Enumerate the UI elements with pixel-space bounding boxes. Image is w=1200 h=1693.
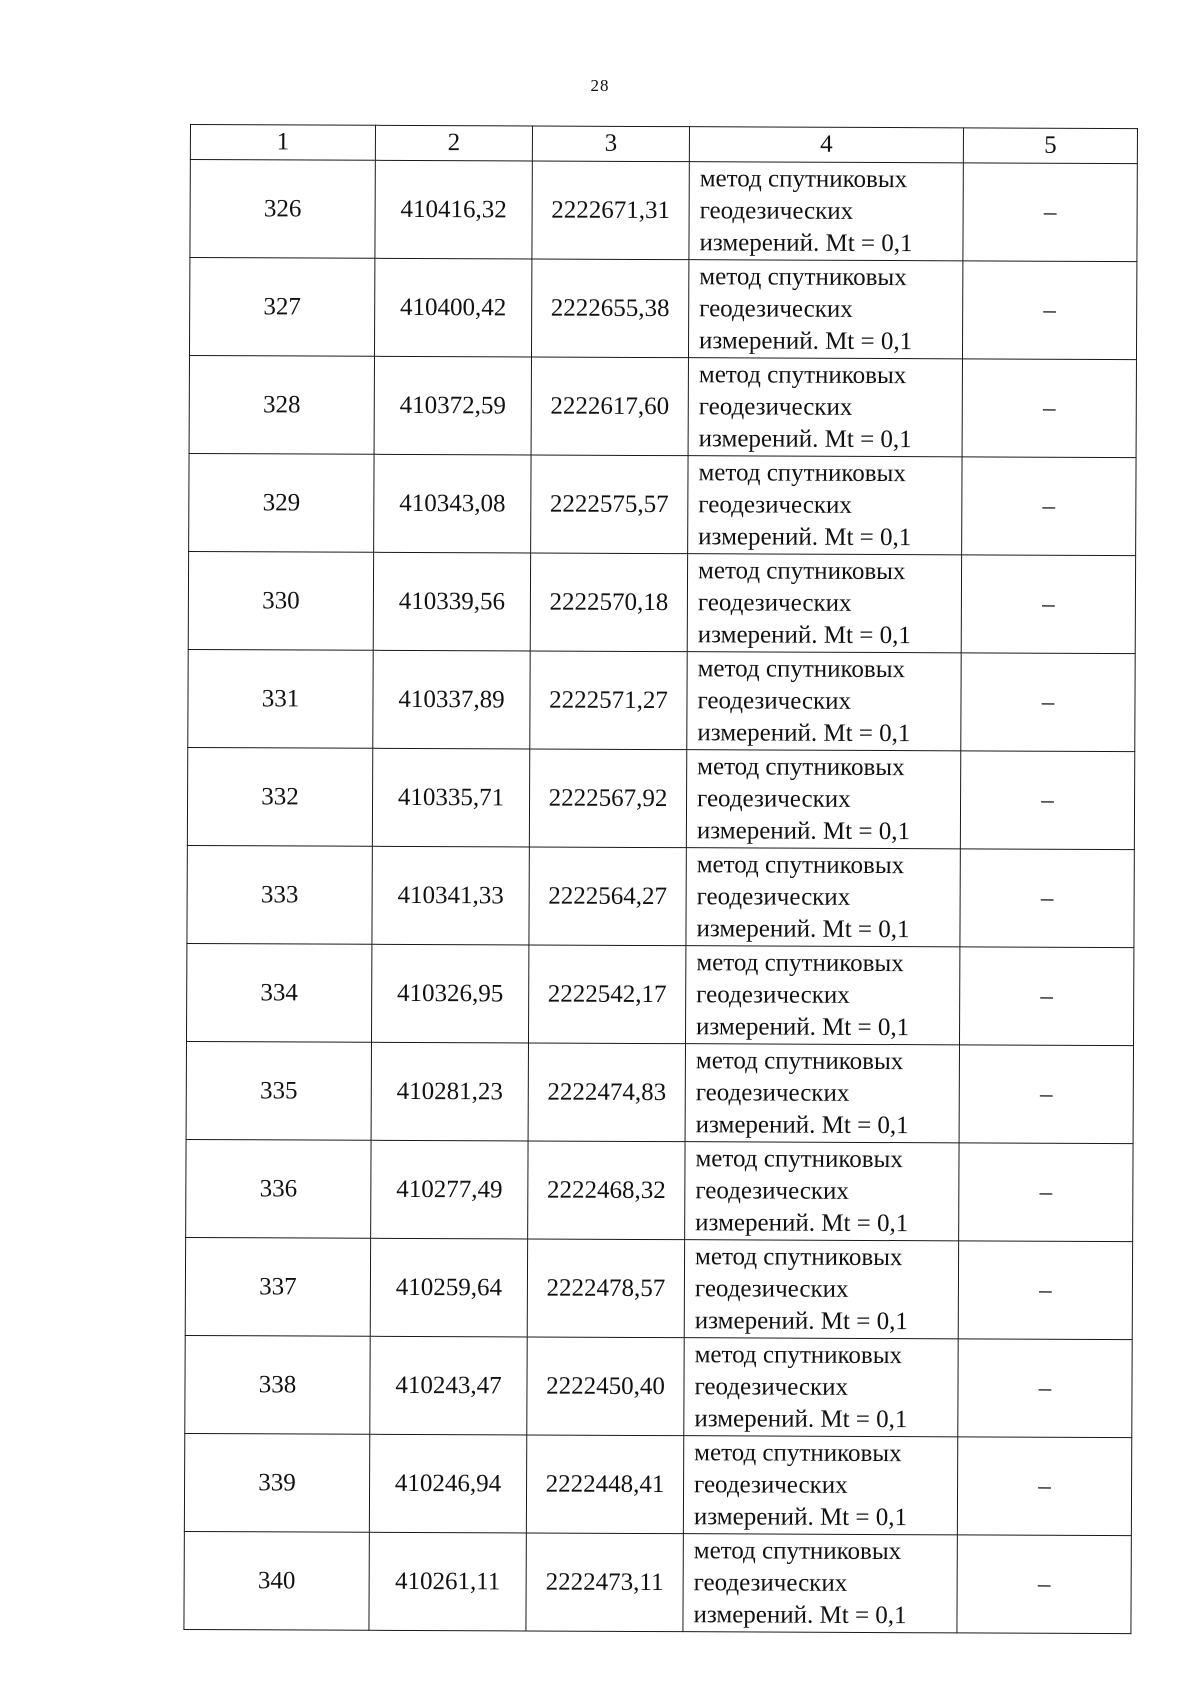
note-cell: –: [963, 163, 1137, 262]
column-header-2: 2: [375, 125, 532, 161]
page-number: 28: [590, 76, 610, 95]
column-header-1: 1: [190, 125, 375, 161]
note-cell: –: [958, 1339, 1132, 1438]
y-coordinate-cell: 2222542,17: [528, 945, 685, 1044]
note-cell: –: [959, 1143, 1133, 1242]
method-cell: [686, 750, 960, 849]
x-coordinate-cell: 410339,56: [373, 552, 530, 651]
y-coordinate-cell: 2222564,27: [529, 847, 686, 946]
table-row: [189, 355, 1136, 457]
method-line: геодезических: [695, 1176, 850, 1205]
table-row: [185, 1237, 1132, 1339]
header-row: [190, 125, 1137, 164]
note-cell: –: [960, 849, 1134, 948]
method-line: геодезических: [694, 1372, 849, 1401]
method-line: геодезических: [698, 490, 852, 519]
point-number-cell: 329: [189, 453, 374, 552]
x-coordinate-cell: 410337,89: [373, 650, 530, 749]
column-header-3: 3: [532, 126, 689, 162]
method-line: метод спутниковых: [694, 1340, 903, 1369]
x-coordinate-cell: 410372,59: [374, 356, 531, 455]
x-coordinate-cell: 410326,95: [371, 944, 528, 1043]
table-row: [189, 453, 1136, 555]
method-line: метод спутниковых: [694, 1438, 902, 1467]
method-line: метод спутниковых: [697, 752, 905, 781]
method-cell: [686, 848, 960, 947]
point-number-cell: 334: [186, 943, 371, 1042]
method-line: измерений. Mt = 0,1: [696, 914, 910, 943]
note-cell: –: [959, 1045, 1133, 1144]
coordinates-table-container: [183, 124, 1137, 1634]
method-line: геодезических: [697, 686, 852, 715]
method-line: измерений. Mt = 0,1: [697, 718, 911, 747]
method-line: измерений. Mt = 0,1: [693, 1502, 908, 1531]
y-coordinate-cell: 2222473,11: [526, 1533, 683, 1632]
method-line: геодезических: [696, 882, 851, 911]
x-coordinate-cell: 410246,94: [369, 1434, 526, 1533]
method-cell: [685, 946, 959, 1045]
method-line: измерений. Mt = 0,1: [694, 1306, 908, 1335]
y-coordinate-cell: 2222450,40: [527, 1337, 684, 1436]
column-header-5: 5: [963, 128, 1137, 164]
point-number-cell: 332: [187, 747, 372, 846]
method-line: метод спутниковых: [697, 654, 906, 683]
y-coordinate-cell: 2222468,32: [528, 1141, 685, 1240]
method-line: измерений. Mt = 0,1: [699, 228, 913, 257]
x-coordinate-cell: 410400,42: [374, 258, 531, 357]
point-number-cell: 327: [189, 258, 374, 357]
table-row: [190, 160, 1137, 262]
method-line: геодезических: [697, 784, 851, 813]
method-cell: [687, 652, 961, 751]
note-cell: –: [959, 947, 1133, 1046]
method-line: измерений. Mt = 0,1: [697, 620, 911, 649]
method-line: измерений. Mt = 0,1: [698, 424, 912, 453]
method-line: измерений. Mt = 0,1: [695, 1208, 909, 1237]
method-line: геодезических: [699, 196, 854, 225]
x-coordinate-cell: 410281,23: [371, 1042, 528, 1141]
x-coordinate-cell: 410343,08: [374, 454, 531, 553]
point-number-cell: 333: [187, 845, 372, 944]
y-coordinate-cell: 2222617,60: [531, 357, 688, 456]
method-line: метод спутниковых: [696, 948, 904, 977]
method-line: геодезических: [696, 980, 850, 1009]
y-coordinate-cell: 2222448,41: [526, 1435, 683, 1534]
method-line: измерений. Mt = 0,1: [698, 522, 912, 551]
table-header: [190, 125, 1137, 164]
method-line: метод спутниковых: [698, 458, 906, 487]
table-row: [188, 649, 1135, 751]
table-row: [185, 1335, 1132, 1437]
method-line: метод спутниковых: [699, 164, 908, 193]
point-number-cell: 337: [185, 1237, 370, 1336]
method-cell: [688, 358, 962, 457]
note-cell: –: [957, 1437, 1131, 1536]
x-coordinate-cell: 410277,49: [371, 1140, 528, 1239]
method-cell: [684, 1338, 958, 1437]
y-coordinate-cell: 2222570,18: [530, 553, 687, 652]
method-line: геодезических: [695, 1078, 850, 1107]
method-line: геодезических: [699, 294, 853, 323]
table-row: [187, 845, 1134, 947]
method-cell: [683, 1436, 957, 1535]
y-coordinate-cell: 2222571,27: [530, 651, 687, 750]
method-line: измерений. Mt = 0,1: [696, 816, 911, 845]
table-row: [188, 551, 1135, 653]
column-header-4: 4: [689, 127, 963, 163]
point-number-cell: 340: [184, 1531, 369, 1630]
y-coordinate-cell: 2222575,57: [531, 455, 688, 554]
point-number-cell: 335: [186, 1041, 371, 1140]
method-cell: [683, 1534, 957, 1633]
method-line: геодезических: [693, 1568, 848, 1597]
table-row: [187, 747, 1134, 849]
point-number-cell: 330: [188, 551, 373, 650]
method-cell: [685, 1044, 959, 1143]
method-cell: [687, 554, 961, 653]
note-cell: –: [961, 653, 1135, 752]
point-number-cell: 339: [184, 1433, 369, 1532]
table-row: [189, 258, 1136, 360]
note-cell: –: [957, 1535, 1131, 1634]
method-cell: [685, 1142, 959, 1241]
point-number-cell: 328: [189, 355, 374, 454]
point-number-cell: 336: [186, 1139, 371, 1238]
method-line: геодезических: [694, 1274, 849, 1303]
method-cell: [688, 456, 962, 555]
method-line: метод спутниковых: [698, 360, 907, 389]
x-coordinate-cell: 410416,32: [375, 160, 532, 259]
y-coordinate-cell: 2222474,83: [528, 1043, 685, 1142]
note-cell: –: [960, 751, 1134, 850]
table-row: [184, 1531, 1131, 1633]
y-coordinate-cell: 2222655,38: [531, 259, 688, 358]
x-coordinate-cell: 410341,33: [372, 846, 529, 945]
method-line: измерений. Mt = 0,1: [693, 1600, 907, 1629]
table-row: [186, 943, 1133, 1045]
method-cell: [688, 260, 962, 359]
x-coordinate-cell: 410243,47: [370, 1336, 527, 1435]
method-line: метод спутниковых: [697, 556, 906, 585]
method-line: измерений. Mt = 0,1: [694, 1404, 908, 1433]
y-coordinate-cell: 2222478,57: [527, 1239, 684, 1338]
method-line: метод спутниковых: [693, 1536, 902, 1565]
method-line: метод спутниковых: [699, 262, 907, 291]
point-number-cell: 326: [190, 160, 375, 259]
note-cell: –: [962, 261, 1136, 360]
note-cell: –: [962, 359, 1136, 458]
method-cell: [684, 1240, 958, 1339]
method-line: измерений. Mt = 0,1: [696, 1012, 910, 1041]
method-line: метод спутниковых: [696, 850, 905, 879]
y-coordinate-cell: 2222567,92: [529, 749, 686, 848]
point-number-cell: 331: [188, 649, 373, 748]
point-number-cell: 338: [185, 1335, 370, 1434]
y-coordinate-cell: 2222671,31: [532, 161, 689, 260]
method-line: геодезических: [697, 588, 852, 617]
note-cell: –: [961, 555, 1135, 654]
x-coordinate-cell: 410259,64: [370, 1238, 527, 1337]
table-body: [184, 160, 1137, 1634]
x-coordinate-cell: 410335,71: [372, 748, 529, 847]
x-coordinate-cell: 410261,11: [369, 1532, 526, 1631]
method-line: геодезических: [694, 1470, 848, 1499]
method-line: метод спутниковых: [695, 1144, 903, 1173]
method-cell: [689, 162, 963, 261]
method-line: метод спутниковых: [695, 1242, 903, 1271]
method-line: измерений. Mt = 0,1: [695, 1110, 909, 1139]
method-line: геодезических: [698, 392, 853, 421]
note-cell: –: [962, 457, 1136, 556]
note-cell: –: [958, 1241, 1132, 1340]
table-row: [184, 1433, 1131, 1535]
table-row: [186, 1139, 1133, 1241]
method-line: измерений. Mt = 0,1: [699, 326, 913, 355]
method-line: метод спутниковых: [695, 1046, 904, 1075]
table-row: [186, 1041, 1133, 1143]
coordinates-table: [183, 124, 1138, 1634]
